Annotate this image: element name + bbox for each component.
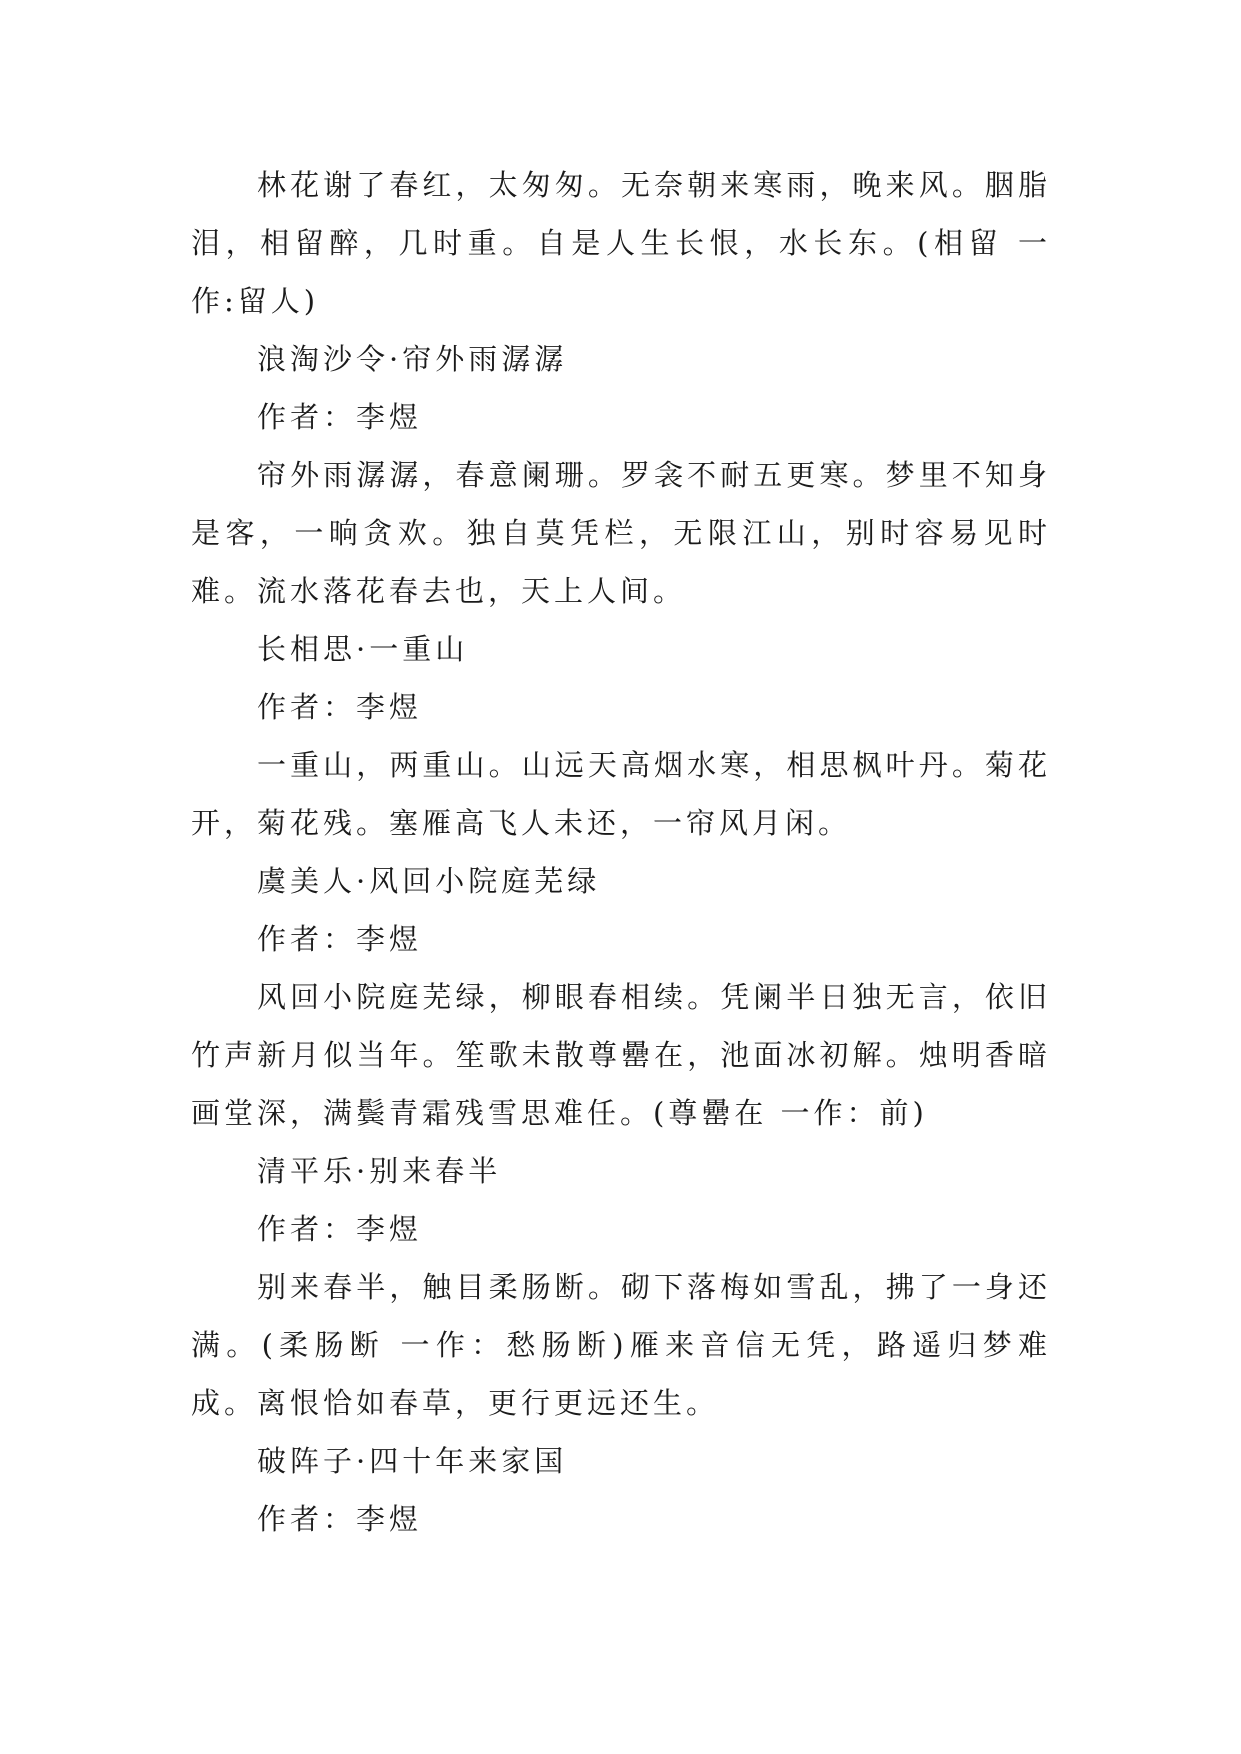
poem-text: 一重山，两重山。山远天高烟水寒，相思枫叶丹。菊花开，菊花残。塞雁高飞人未还，一帘风月闲。 [191,748,1051,840]
poem-author: 作者：李煜 [257,400,423,434]
poem-author: 作者：李煜 [257,1502,423,1536]
poem-title: 长相思·一重山 [257,632,469,666]
poem-author: 作者：李煜 [257,690,423,724]
poem-title: 虞美人·风回小院庭芜绿 [257,864,601,898]
poem-text: 帘外雨潺潺，春意阑珊。罗衾不耐五更寒。梦里不知身是客，一晌贪欢。独自莫凭栏，无限江山，别时容易见时难。流水落花春去也，天上人间。 [191,458,1051,608]
poem-text: 别来春半，触目柔肠断。砌下落梅如雪乱，拂了一身还满。(柔肠断 一作：愁肠断)雁来音信无凭，路遥归梦难成。离恨恰如春草，更行更远还生。 [191,1270,1051,1420]
poem-title: 清平乐·别来春半 [257,1154,502,1188]
poem-title: 浪淘沙令·帘外雨潺潺 [257,342,568,376]
document-page [191,156,1051,1548]
poem-title: 破阵子·四十年来家国 [257,1444,568,1478]
poem-text: 风回小院庭芜绿，柳眼春相续。凭阑半日独无言，依旧竹声新月似当年。笙歌未散尊罍在，池面冰初解。烛明香暗画堂深，满鬓青霜残雪思难任。(尊罍在 一作：前) [191,980,1051,1130]
poem-text: 林花谢了春红，太匆匆。无奈朝来寒雨，晚来风。胭脂泪，相留醉，几时重。自是人生长恨，水长东。(相留 一作:留人) [191,168,1051,318]
poem-author: 作者：李煜 [257,922,423,956]
poem-author: 作者：李煜 [257,1212,423,1246]
